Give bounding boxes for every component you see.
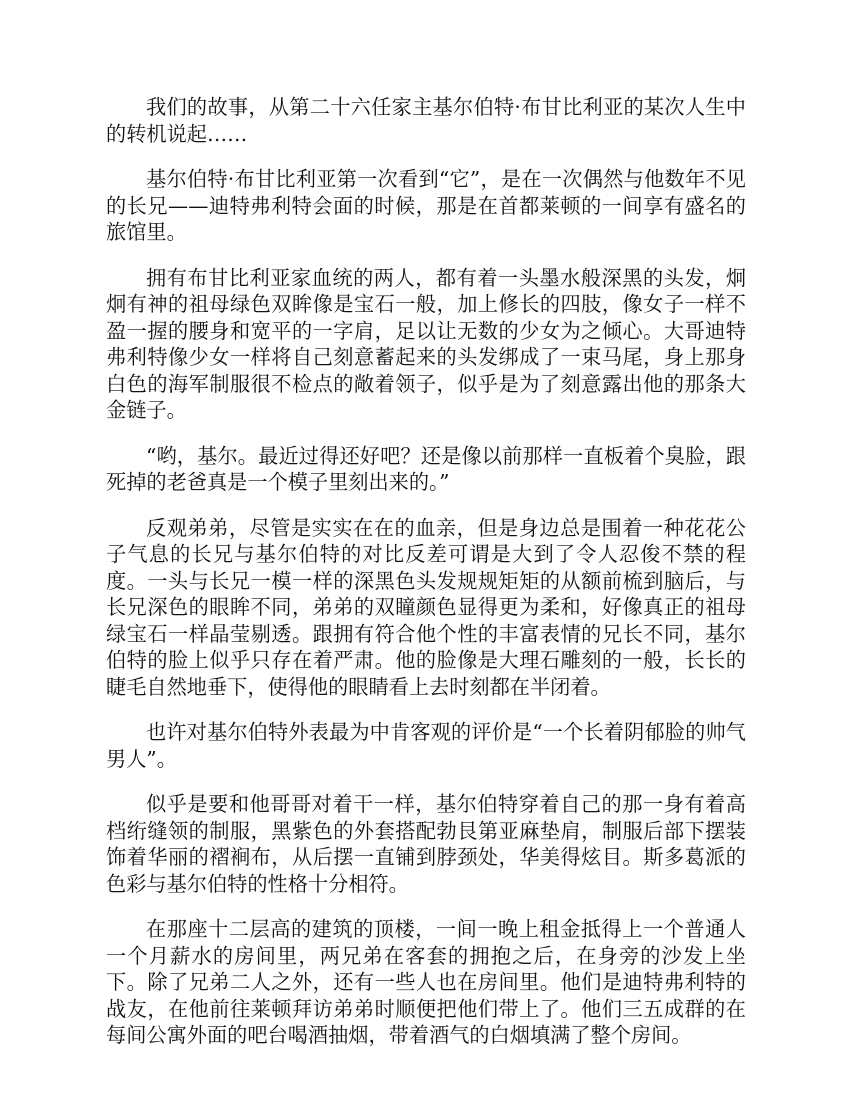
paragraph-8: 在那座十二层高的建筑的顶楼，一间一晚上租金抵得上一个普通人一个月薪水的房间里，两兄弟在客套的拥抱之后，在身旁的沙发上坐下。除了兄弟二人之外，还有一些人也在房间里。他们是迪特弗利特的战友，在他前往莱顿拜访弟弟时顺便把他们带上了。他们三五成群的在每间公寓外面的吧台喝酒抽烟，带着酒气的白烟填满了整个房间。 (106, 917, 746, 1047)
paragraph-3: 拥有布甘比利亚家血统的两人，都有着一头墨水般深黑的头发，炯炯有神的祖母绿色双眸像是宝石一般，加上修长的四肢，像女子一样不盈一握的腰身和宽平的一字肩，足以让无数的少女为之倾心。大哥迪特弗利特像少女一样将自己刻意蓄起来的头发绑成了一束马尾，身上那身白色的海军制服很不检点的敞着领子，似乎是为了刻意露出他的那条大金链子。 (106, 265, 746, 422)
paragraph-7: 似乎是要和他哥哥对着干一样，基尔伯特穿着自己的那一身有着高档绗缝领的制服，黑紫色的外套搭配勃艮第亚麻垫肩，制服后部下摆装饰着华丽的褶裥布，从后摆一直铺到脖颈处，华美得炫目。斯多葛派的色彩与基尔伯特的性格十分相符。 (106, 792, 746, 896)
paragraph-5: 反观弟弟，尽管是实实在在的血亲，但是身边总是围着一种花花公子气息的长兄与基尔伯特的对比反差可谓是大到了令人忍俊不禁的程度。一头与长兄一模一样的深黑色头发规规矩矩的从额前梳到脑后，与长兄深色的眼眸不同，弟弟的双瞳颜色显得更为柔和，好像真正的祖母绿宝石一样晶莹剔透。跟拥有符合他个性的丰富表情的兄长不同，基尔伯特的脸上似乎只存在着严肃。他的脸像是大理石雕刻的一般，长长的睫毛自然地垂下，使得他的眼睛看上去时刻都在半闭着。 (106, 515, 746, 699)
paragraph-2: 基尔伯特·布甘比利亚第一次看到“它”，是在一次偶然与他数年不见的长兄——迪特弗利特会面的时候，那是在首都莱顿的一间享有盛名的旅馆里。 (106, 167, 746, 244)
document-page (106, 94, 746, 1068)
paragraph-6: 也许对基尔伯特外表最为中肯客观的评价是“一个长着阴郁脸的帅气男人”。 (106, 720, 746, 771)
paragraph-4: “哟，基尔。最近过得还好吧？还是像以前那样一直板着个臭脸，跟死掉的老爸真是一个模子里刻出来的。” (106, 443, 746, 494)
paragraph-1: 我们的故事，从第二十六任家主基尔伯特·布甘比利亚的某次人生中的转机说起…… (106, 95, 746, 146)
